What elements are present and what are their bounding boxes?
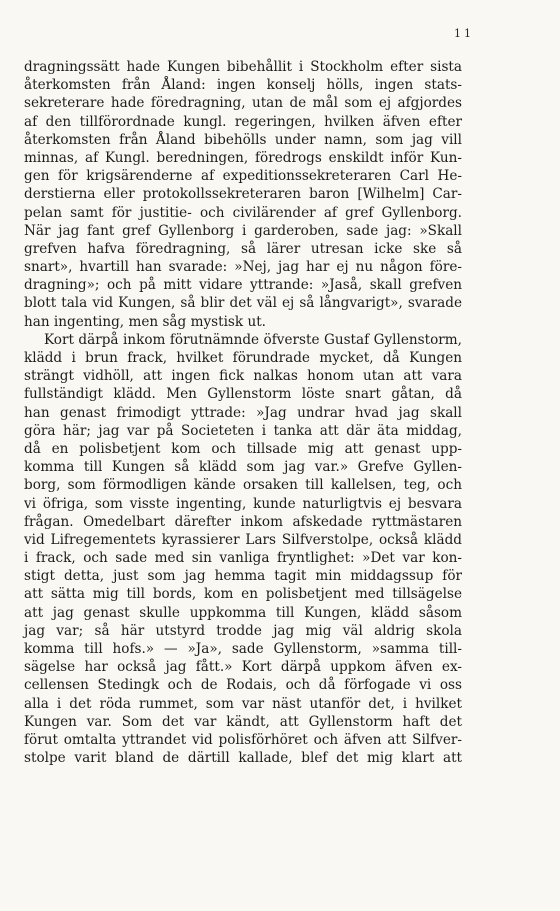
text-line: cellensen Stedingk och de Rodais, och då förfogade vi oss: [24, 677, 462, 694]
text-line: återkomsten från Åland: ingen konselj hölls, ingen stats-: [24, 77, 462, 94]
text-line: minnas, af Kungl. beredningen, föredrogs enskildt inför Kun-: [24, 149, 462, 166]
text-line: vid Lifregementets kyrassierer Lars Silfverstolpe, också klädd: [24, 531, 462, 548]
text-line: förut omtalta yttrandet vid polisförhöret och äfven att Silfver-: [24, 731, 462, 748]
text-line: Kort därpå inkom förutnämnde öfverste Gustaf Gyllenstorm,: [44, 331, 462, 348]
text-line: komma till Kungen så klädd som jag var.» Grefve Gyllen-: [24, 459, 462, 476]
text-line: i frack, och sade med sin vanliga fryntlighet: »Det var kon-: [24, 550, 462, 567]
text-line: När jag fant gref Gyllenborg i garderoben, sade jag: »Skall: [24, 222, 462, 239]
text-line: borg, som förmodligen kände orsaken till kallelsen, teg, och: [24, 477, 462, 494]
text-line: sekreterare hade föredragning, utan de mål som ej afgjordes: [24, 95, 462, 112]
text-line: komma till hofs.» — »Ja», sade Gyllenstorm, »samma till-: [24, 641, 462, 657]
text-line: alla i det röda rummet, som var näst utanför det, i hvilket: [24, 695, 462, 712]
text-line: då en polisbetjent kom och tillsade mig att genast upp-: [24, 440, 462, 457]
text-line: af den tillförordnade kungl. regeringen, hvilken äfven efter: [24, 113, 462, 130]
text-line: snart», hvartill han svarade: »Nej, jag har ej nu någon före-: [24, 259, 462, 276]
text-line: sägelse har också jag fått.» Kort därpå uppkom äfven ex-: [24, 659, 462, 676]
text-line: grefven hafva föredragning, så lärer utresan icke ske så: [24, 240, 462, 257]
text-line: stolpe varit bland de därtill kallade, blef det mig klart att: [24, 750, 462, 767]
page-number: 11: [454, 27, 474, 40]
text-line: att sätta mig till bords, kom en polisbetjent med tillsägelse: [24, 586, 462, 603]
text-line: dragning»; och på mitt vidare yttrande: »Jaså, skall grefven: [24, 277, 462, 294]
text-line: Kungen var. Som det var kändt, att Gyllenstorm haft det: [24, 713, 462, 730]
text-line: fullständigt klädd. Men Gyllenstorm löste snart gåtan, då: [24, 386, 462, 403]
text-line: han ingenting, men såg mystisk ut.: [24, 313, 266, 330]
text-line: återkomsten från Åland bibehölls under namn, som jag vill: [24, 131, 462, 148]
text-line: dragningssätt hade Kungen bibehållit i Stockholm efter sista: [24, 59, 462, 75]
text-line: han genast frimodigt yttrade: »Jag undrar hvad jag skall: [24, 404, 462, 421]
text-line: gen för krigsärenderne af expeditionssekreteraren Carl He-: [24, 168, 462, 185]
text-line: frågan. Omedelbart därefter inkom afskedade ryttmästaren: [24, 513, 462, 530]
text-line: göra här; jag var på Societeten i tanka att där äta middag,: [24, 422, 462, 439]
text-line: stigt detta, just som jag hemma tagit min middagssup för: [24, 568, 462, 585]
text-line: strängt vidhöll, att ingen fick nalkas honom utan att vara: [24, 368, 462, 385]
text-line: jag var; så här utstyrd trodde jag mig väl aldrig skola: [24, 622, 462, 639]
text-line: klädd i brun frack, hvilket förundrade mycket, då Kungen: [24, 350, 462, 366]
text-line: att jag genast skulle uppkomma till Kungen, klädd såsom: [24, 604, 462, 621]
text-line: pelan samt för justitie- och civilärender af gref Gyllenborg.: [24, 204, 462, 221]
text-line: derstierna eller protokollssekreteraren baron [Wilhelm] Car-: [24, 186, 462, 203]
text-line: vi öfriga, som visste ingenting, kunde naturligtvis ej besvara: [24, 495, 462, 512]
text-line: blott tala vid Kungen, så blir det väl ej så långvarigt», svarade: [24, 295, 462, 312]
body-text: [24, 58, 462, 767]
